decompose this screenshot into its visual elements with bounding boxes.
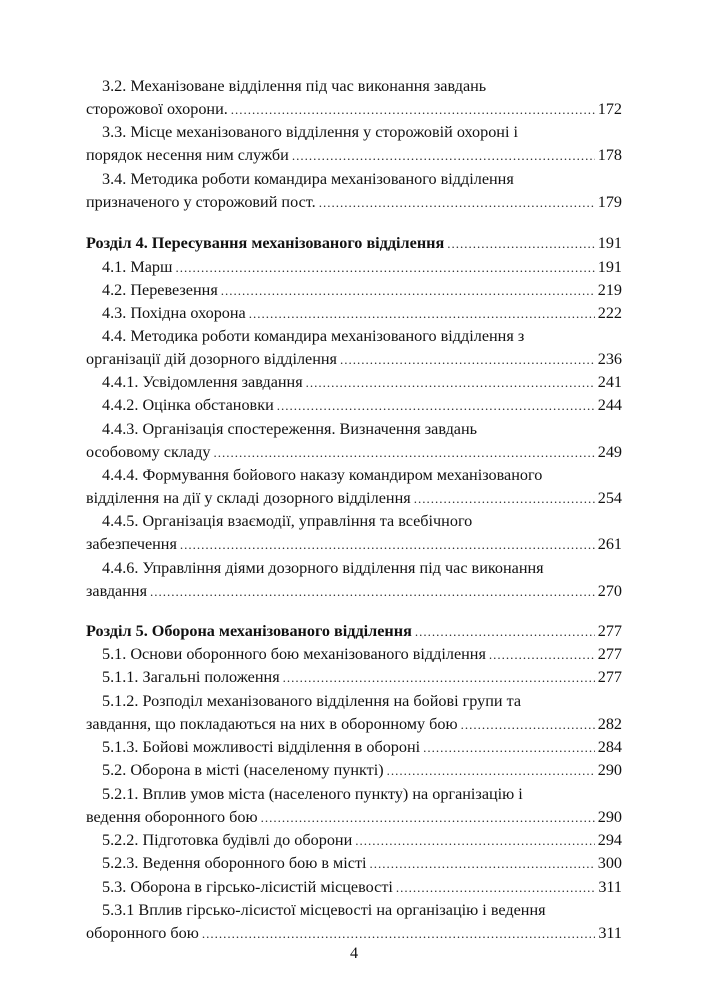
toc-entry [102,371,622,393]
toc-entry-text: 5.3.1 Вплив гірсько-лісистої місцевості на організацію і ведення [102,901,546,919]
toc-entry [102,75,486,97]
toc-page-number: 270 [597,582,622,600]
dot-leader [150,581,595,602]
toc-entry [86,191,622,213]
toc-page-number: 254 [597,489,622,507]
toc-page-number: 244 [597,396,622,414]
toc-entry [86,713,622,735]
dot-leader [415,621,595,642]
toc-entry-text: 5.2.2. Підготовка будівлі до оборони [102,831,353,849]
toc-entry-text: призначеного у сторожовий пост. [86,193,316,211]
toc-entry [102,783,523,805]
toc-page-number: 236 [597,350,622,368]
toc-entry-text: 4.1. Марш [102,258,173,276]
toc-page-number: 294 [597,831,622,849]
dot-leader [387,760,595,781]
toc-page-number: 277 [597,622,622,640]
toc-entry [102,736,622,758]
toc-entry-text: 3.2. Механізоване відділення під час виконання завдань [102,77,487,95]
dot-leader [489,644,595,665]
toc-entry [86,487,622,509]
toc-page-number: 178 [597,146,622,164]
toc-page-number: 290 [597,761,622,779]
toc-entry-text: 5.2.3. Ведення оборонного бою в місті [102,854,367,872]
dot-leader [221,280,595,301]
toc-entry-text: порядок несення ним служби [86,146,289,164]
toc-page-number: 191 [597,258,622,276]
page-number: 4 [349,944,359,962]
toc-entry-text: 4.4.3. Організація спостереження. Визначення завдань [102,420,478,438]
toc-entry-text: 4.4.6. Управління діями дозорного відділення під час виконання [102,559,544,577]
dot-leader [370,853,595,874]
dot-leader [277,395,595,416]
dot-leader [396,877,595,898]
toc-entry [102,899,546,921]
toc-entry [102,256,622,278]
toc-entry-text: 4.4.1. Усвідомлення завдання [102,373,303,391]
dot-leader [213,442,594,463]
toc-page-number: 222 [597,304,622,322]
dot-leader [249,303,595,324]
toc-page-number: 249 [597,443,622,461]
toc-entry [86,580,622,602]
toc-page-number: 179 [597,193,622,211]
dot-leader [180,534,595,555]
toc-entry [102,464,542,486]
dot-leader [340,349,595,370]
toc-page-number: 191 [597,234,622,252]
toc-page-number: 300 [597,854,622,872]
dot-leader [202,923,595,944]
toc-page-number: 277 [597,645,622,663]
toc-entry [86,533,622,555]
toc-page-number: 311 [598,878,622,896]
toc-entry-text: 4.2. Перевезення [102,281,218,299]
toc-page-number: 282 [597,715,622,733]
dot-leader [261,807,595,828]
toc-entry [86,348,622,370]
toc-entry [102,829,622,851]
toc-entry-text: 4.4.4. Формування бойового наказу командиром механізованого [102,466,543,484]
toc-entry [102,690,521,712]
toc-entry [86,144,622,166]
dot-leader [292,145,595,166]
dot-leader [414,488,595,509]
toc-entry-text: відділення на дії у складі дозорного відділення [86,489,411,507]
toc-entry [86,806,622,828]
toc-entry [86,922,622,944]
toc-entry [102,666,622,688]
toc-entry-text: завдання [86,582,148,600]
toc-page-number: 261 [597,535,622,553]
toc-entry-text: 4.4.5. Організація взаємодії, управління та всебічного [102,512,473,530]
toc-entry [102,557,544,579]
toc-entry [102,168,514,190]
toc-entry-text: 5.1. Основи оборонного бою механізованого відділення [102,645,486,663]
toc-entry-text: ведення оборонного бою [86,808,258,826]
toc-page-number: 241 [597,373,622,391]
dot-leader [355,830,594,851]
toc-entry-text: 3.4. Методика роботи командира механізованого відділення [102,170,514,188]
dot-leader [283,667,595,688]
toc-page-number: 290 [597,808,622,826]
dot-leader [447,233,594,254]
toc-entry-text: 4.4.2. Оцінка обстановки [102,396,274,414]
toc-entry [102,759,622,781]
toc-entry [102,510,472,532]
toc-entry-text: 5.1.1. Загальні положення [102,668,280,686]
dot-leader [319,192,595,213]
toc-entry-text: 5.1.2. Розподіл механізованого відділення на бойові групи та [102,692,522,710]
toc-entry-text: Розділ 4. Пересування механізованого відділення [86,234,445,252]
toc-entry-text: Розділ 5. Оборона механізованого відділення [86,622,412,640]
toc-entry [86,441,622,463]
dot-leader [461,714,595,735]
toc-entry-text: 4.3. Похідна охорона [102,304,246,322]
dot-leader [175,257,594,278]
toc-section-heading [86,620,622,642]
toc-entry-text: сторожової охорони. [86,100,228,118]
toc-entry [102,279,622,301]
toc-entry-text: організації дій дозорного відділення [86,350,337,368]
toc-section-heading [86,232,622,254]
toc-page-number: 284 [597,738,622,756]
toc-page-number: 172 [597,100,622,118]
toc-page-number: 311 [598,924,622,942]
toc-entry [102,302,622,324]
toc-entry [102,876,622,898]
toc-entry [86,98,622,120]
toc-entry [102,325,524,347]
dot-leader [306,372,595,393]
toc-entry-text: 5.1.3. Бойові можливості відділення в обороні [102,738,421,756]
toc-entry-text: 4.4. Методика роботи командира механізованого відділення з [102,327,525,345]
toc-page-number: 219 [597,281,622,299]
toc-entry-text: 5.2.1. Вплив умов міста (населеного пункту) на організацію і [102,785,523,803]
toc-entry-text: особовому складу [86,443,211,461]
toc-entry-text: 3.3. Місце механізованого відділення у сторожовій охороні і [102,123,519,141]
toc-entry-text: завдання, що покладаються на них в оборонному бою [86,715,458,733]
toc-entry-text: забезпечення [86,535,177,553]
dot-leader [231,99,595,120]
toc-page-number: 277 [597,668,622,686]
toc-entry [102,852,622,874]
toc-entry [102,418,477,440]
toc-entry-text: 5.3. Оборона в гірсько-лісистій місцевості [102,878,393,896]
toc-entry [102,121,518,143]
toc-entry-text: 5.2. Оборона в місті (населеному пункті) [102,761,384,779]
toc-entry [102,643,622,665]
dot-leader [423,737,595,758]
toc-entry-text: оборонного бою [86,924,199,942]
toc-entry [102,394,622,416]
